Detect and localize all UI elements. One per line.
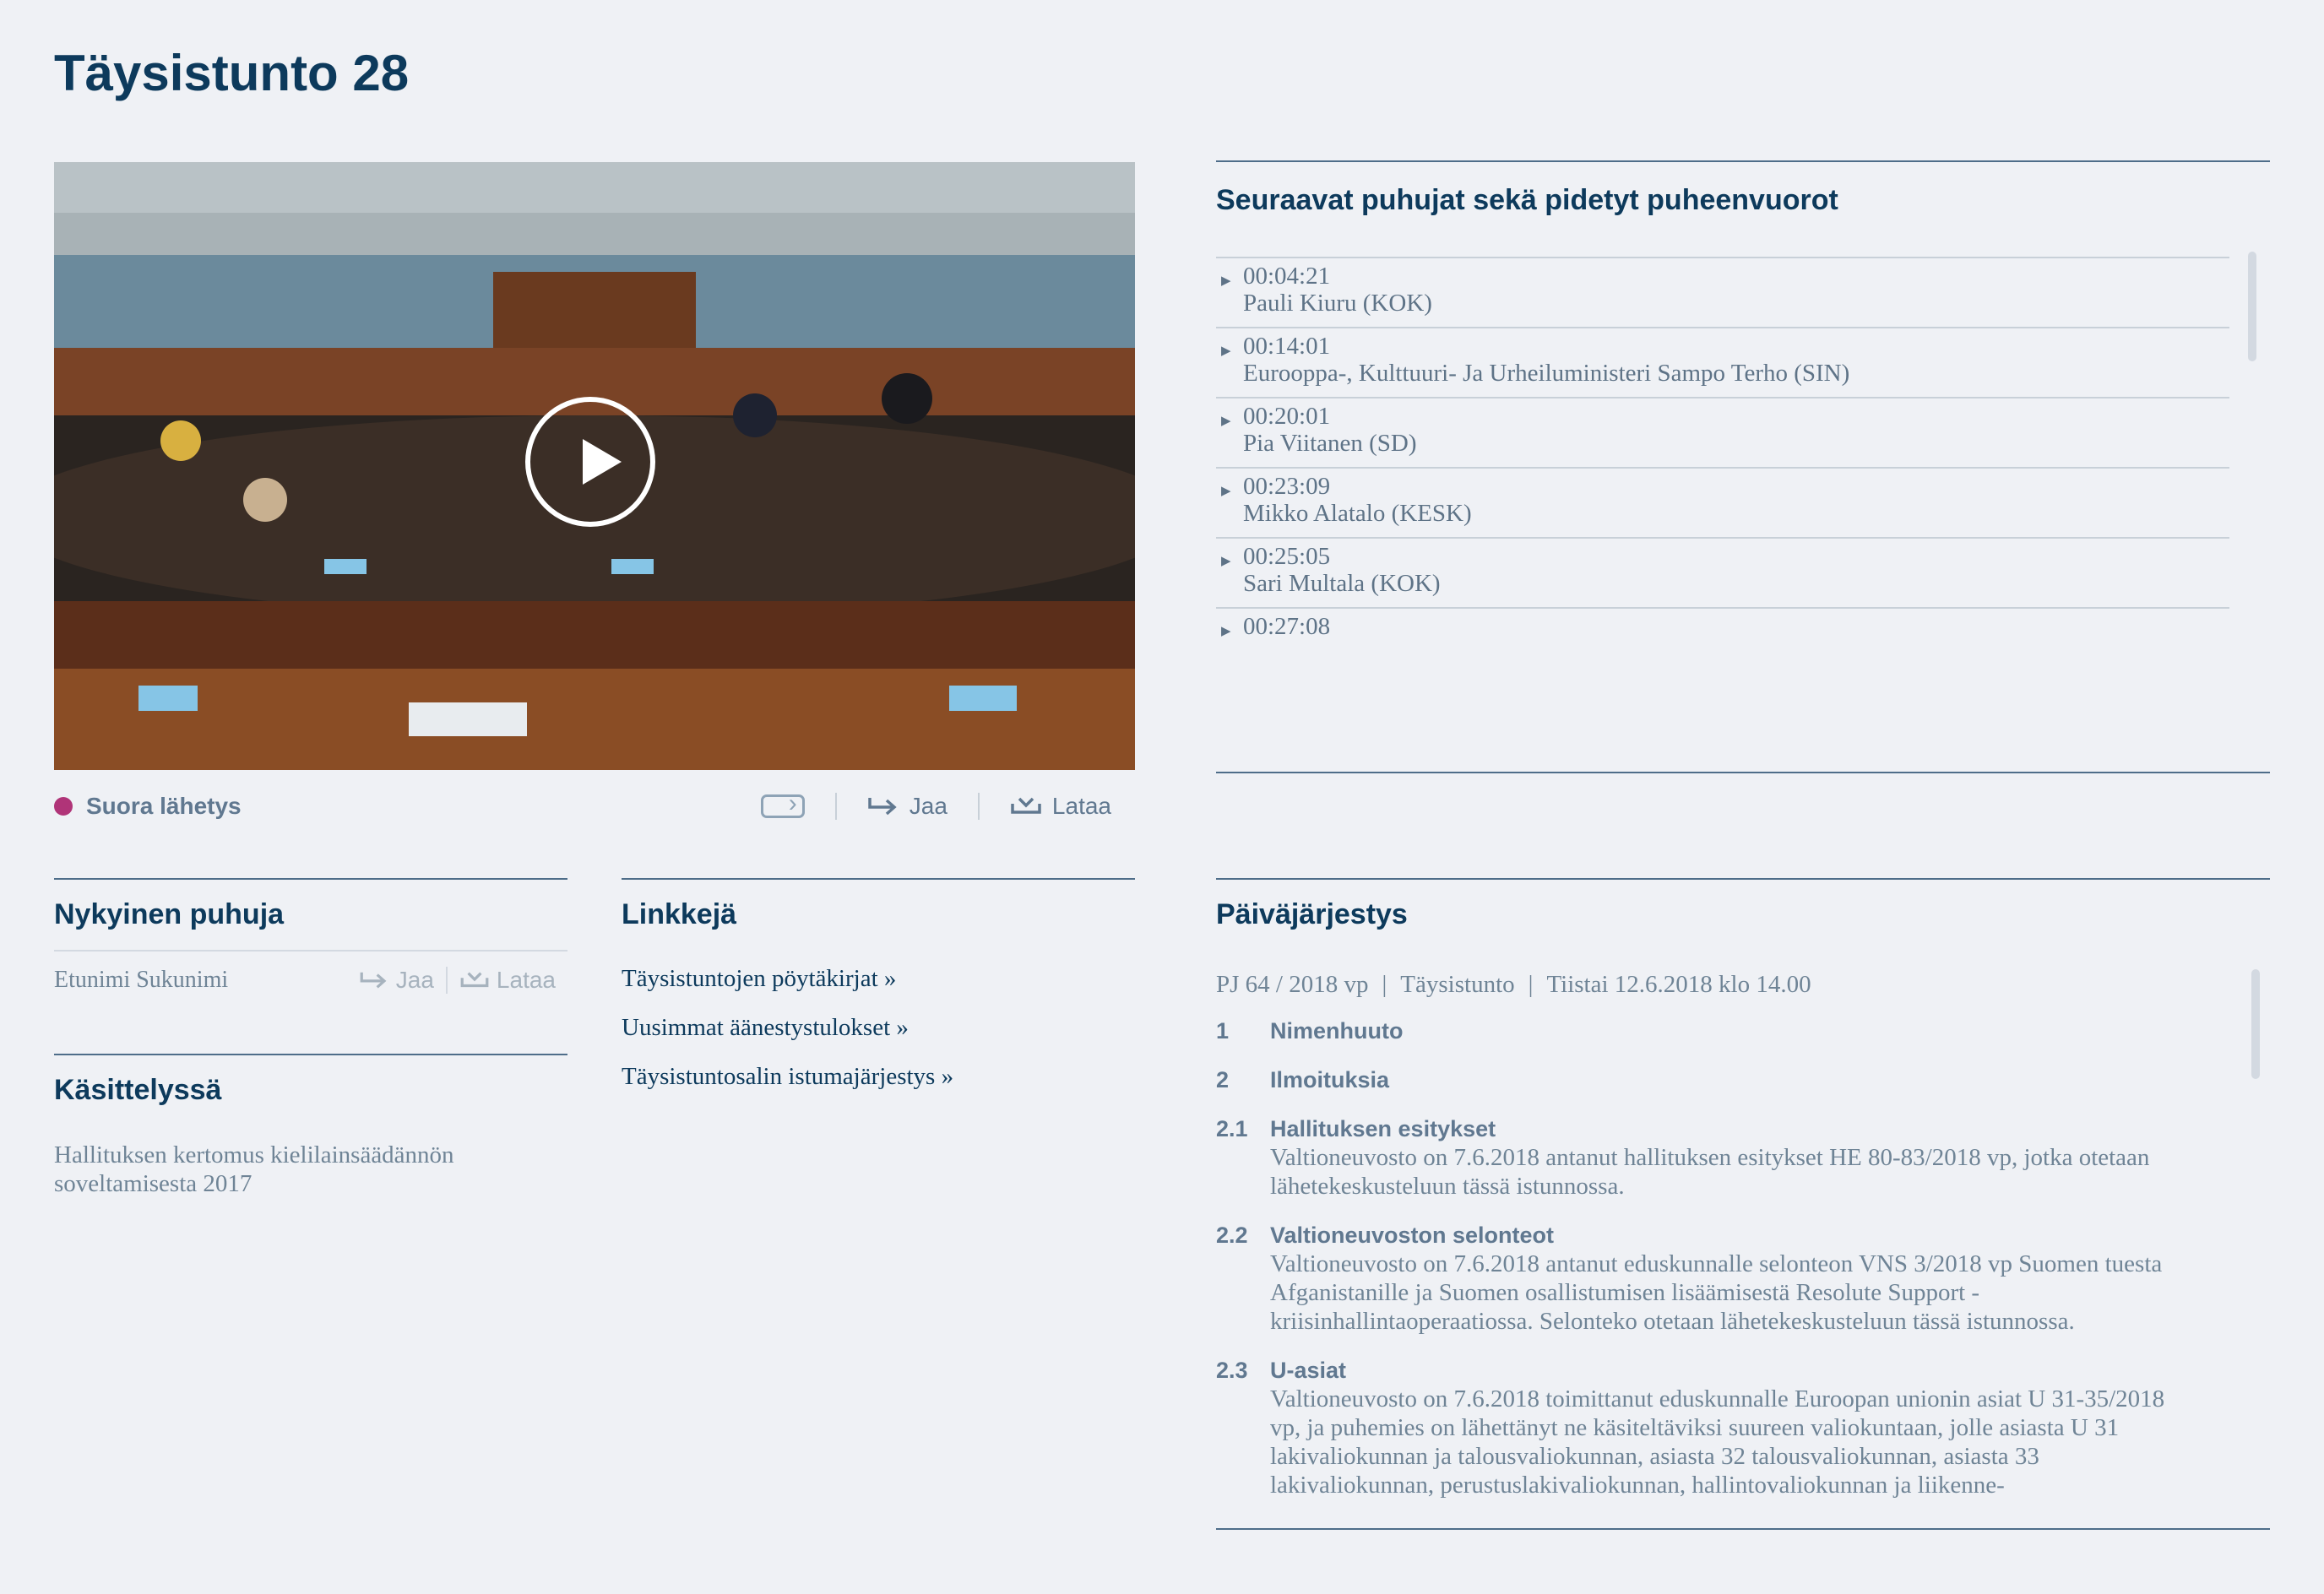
- agenda-item-title: Ilmoituksia: [1270, 1067, 1390, 1092]
- handling-section: [54, 1054, 567, 1198]
- agenda-item-text: Valtioneuvosto on 7.6.2018 antanut eduskunnalle selonteon VNS 3/2018 vp Suomen tuesta Afganistanille ja Suomen osallistumisen lisäämisestä Resolute Support -kriisinhallintaoperaatiossa. Selonteko otetaan lähetekeskusteluun tässä istunnossa.: [1270, 1250, 2163, 1335]
- page-title: Täysistunto 28: [54, 45, 410, 101]
- agenda-type: Täysistunto: [1400, 971, 1515, 998]
- link-seating[interactable]: Täysistuntosalin istumajärjestys »: [622, 1063, 954, 1090]
- play-button[interactable]: [525, 397, 655, 527]
- captions-icon: [761, 794, 805, 818]
- speaker-item[interactable]: [1216, 327, 2229, 397]
- agenda-id: PJ 64 / 2018 vp: [1216, 971, 1369, 998]
- handling-title: Käsittelyssä: [54, 1074, 222, 1106]
- speaker-item[interactable]: [1216, 257, 2229, 327]
- agenda-item-text: Valtioneuvosto on 7.6.2018 antanut hallituksen esitykset HE 80-83/2018 vp, jotka otetaan lähetekeskusteluun tässä istunnossa.: [1270, 1144, 2150, 1200]
- captions-button[interactable]: [730, 794, 835, 818]
- share-label: Jaa: [395, 967, 434, 993]
- agenda-panel: [1216, 878, 2270, 1530]
- share-label: Jaa: [909, 793, 948, 819]
- agenda-item-number: 2.3: [1216, 1358, 1248, 1383]
- agenda-item-number: 2.1: [1216, 1116, 1248, 1141]
- share-icon: [867, 795, 899, 817]
- current-speaker-row: [54, 950, 567, 994]
- current-speaker-share-button[interactable]: [347, 967, 446, 994]
- speaker-name: Eurooppa-, Kulttuuri- Ja Urheiluministeri Sampo Terho (SIN): [1243, 360, 1850, 387]
- agenda-item: [1216, 1065, 2187, 1094]
- speakers-scrollbar[interactable]: [2248, 252, 2256, 361]
- speaker-item[interactable]: [1216, 607, 2229, 650]
- speakers-panel: [1216, 160, 2270, 773]
- agenda-title: Päiväjärjestys: [1216, 898, 1408, 930]
- speaker-item[interactable]: [1216, 467, 2229, 537]
- agenda-item: [1216, 1017, 2187, 1045]
- current-speaker-name: Etunimi Sukunimi: [54, 967, 229, 993]
- links-title: Linkkejä: [622, 898, 737, 930]
- live-label: Suora lähetys: [86, 793, 242, 819]
- speaker-item[interactable]: [1216, 537, 2229, 607]
- agenda-meta: [1216, 971, 1811, 999]
- current-speaker-section: [54, 878, 567, 994]
- agenda-scrollbar[interactable]: [2251, 969, 2260, 1079]
- agenda-item-title: Hallituksen esitykset: [1270, 1116, 1496, 1141]
- agenda-item-text: Valtioneuvosto on 7.6.2018 toimittanut eduskunnalle Euroopan unionin asiat U 31-35/2018 vp, ja puhemies on lähettänyt ne käsiteltäviksi suureen valiokuntaan, jolle asiasta U 31 lakivaliokunnan ja talousvaliokunnan, asiasta 32 talousvaliokunnan, asiasta 33 lakivaliokunnan, perustuslakivaliokunnan, hallintovaliokunnan ja liikenne-: [1270, 1385, 2165, 1499]
- speaker-time: ▶ 00:20:01: [1243, 403, 1331, 430]
- agenda-item-title: Nimenhuuto: [1270, 1018, 1404, 1044]
- share-button[interactable]: [835, 793, 978, 820]
- video-toolbar: [54, 785, 1135, 827]
- agenda-item: [1216, 1356, 2187, 1499]
- live-indicator-icon: [54, 797, 73, 816]
- speaker-item[interactable]: [1216, 397, 2229, 467]
- speaker-time: ▶ 00:04:21: [1243, 263, 1331, 290]
- link-votes[interactable]: Uusimmat äänestystulokset »: [622, 1014, 909, 1041]
- speaker-name: Pauli Kiuru (KOK): [1243, 290, 1432, 317]
- separator: |: [1382, 971, 1387, 998]
- download-label: Lataa: [1051, 793, 1111, 819]
- speakers-title: Seuraavat puhujat sekä pidetyt puheenvuorot: [1216, 184, 1838, 216]
- current-speaker-download-button[interactable]: [446, 967, 567, 994]
- speaker-name: Pia Viitanen (SD): [1243, 430, 1417, 457]
- agenda-item-title: U-asiat: [1270, 1358, 1347, 1383]
- link-minutes[interactable]: Täysistuntojen pöytäkirjat »: [622, 965, 897, 992]
- separator: |: [1528, 971, 1534, 998]
- speaker-time: ▶ 00:23:09: [1243, 473, 1331, 500]
- download-label: Lataa: [496, 967, 556, 993]
- download-icon: [1010, 795, 1042, 817]
- speaker-time: ▶ 00:14:01: [1243, 333, 1331, 360]
- agenda-item: [1216, 1114, 2187, 1201]
- agenda-list: [1216, 1017, 2187, 1520]
- agenda-item: [1216, 1221, 2187, 1336]
- agenda-item-number: 1: [1216, 1018, 1230, 1044]
- share-icon: [359, 970, 389, 990]
- agenda-date: Tiistai 12.6.2018 klo 14.00: [1546, 971, 1811, 998]
- handling-text: Hallituksen kertomus kielilainsäädännön soveltamisesta 2017: [54, 1141, 454, 1197]
- download-icon: [459, 970, 490, 990]
- download-button[interactable]: [978, 793, 1135, 820]
- speaker-name: Mikko Alatalo (KESK): [1243, 500, 1472, 527]
- speaker-name: Sari Multala (KOK): [1243, 570, 1441, 597]
- agenda-item-title: Valtioneuvoston selonteot: [1270, 1223, 1555, 1248]
- current-speaker-title: Nykyinen puhuja: [54, 898, 285, 930]
- agenda-item-number: 2.2: [1216, 1223, 1248, 1248]
- agenda-item-number: 2: [1216, 1067, 1230, 1092]
- speakers-list: [1216, 257, 2229, 650]
- video-player[interactable]: [54, 162, 1135, 770]
- links-section: [622, 878, 1135, 1112]
- speaker-time: ▶ 00:27:08: [1243, 613, 1331, 640]
- speaker-time: ▶ 00:25:05: [1243, 543, 1331, 570]
- links-list: [622, 965, 1135, 1090]
